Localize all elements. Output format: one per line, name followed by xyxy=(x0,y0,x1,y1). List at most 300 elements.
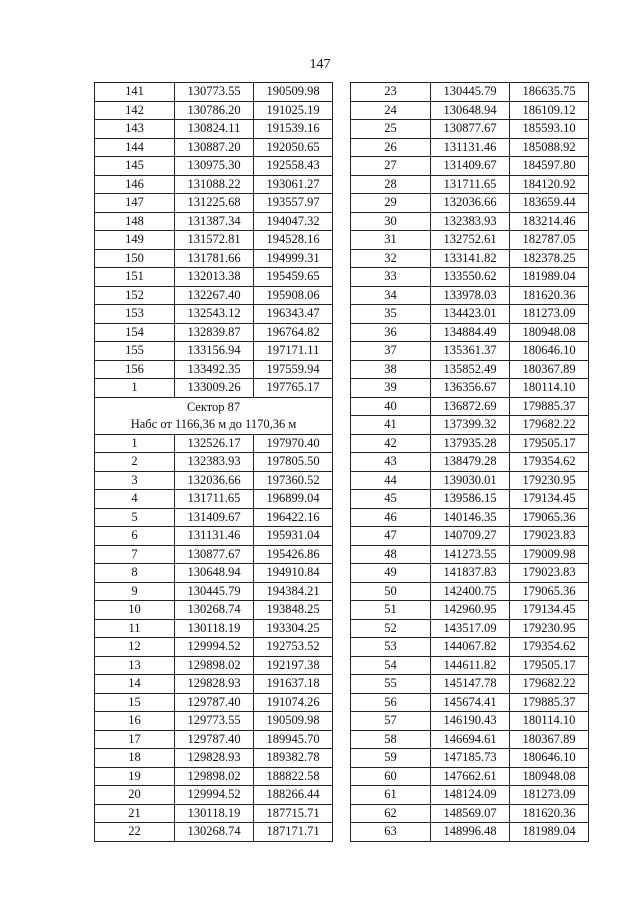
point-number-cell: 26 xyxy=(351,138,431,157)
table-row xyxy=(95,749,333,768)
table-row xyxy=(95,730,333,749)
table-row xyxy=(95,471,333,490)
y-coordinate-cell: 180114.10 xyxy=(510,712,589,731)
point-number-cell: 56 xyxy=(351,693,431,712)
point-number-cell: 17 xyxy=(95,730,175,749)
table-row xyxy=(351,545,589,564)
table-row xyxy=(351,305,589,324)
point-number-cell: 25 xyxy=(351,120,431,139)
table-row xyxy=(95,138,333,157)
x-coordinate-cell: 133156.94 xyxy=(175,342,254,361)
table-row xyxy=(351,619,589,638)
x-coordinate-cell: 130773.55 xyxy=(175,83,254,102)
y-coordinate-cell: 179354.62 xyxy=(510,453,589,472)
y-coordinate-cell: 181273.09 xyxy=(510,786,589,805)
point-number-cell: 152 xyxy=(95,286,175,305)
x-coordinate-cell: 130975.30 xyxy=(175,157,254,176)
x-coordinate-cell: 133550.62 xyxy=(431,268,510,287)
x-coordinate-cell: 131225.68 xyxy=(175,194,254,213)
point-number-cell: 42 xyxy=(351,434,431,453)
point-number-cell: 45 xyxy=(351,490,431,509)
point-number-cell: 142 xyxy=(95,101,175,120)
point-number-cell: 144 xyxy=(95,138,175,157)
y-coordinate-cell: 180948.08 xyxy=(510,323,589,342)
y-coordinate-cell: 187171.71 xyxy=(254,823,333,842)
y-coordinate-cell: 181620.36 xyxy=(510,804,589,823)
point-number-cell: 12 xyxy=(95,638,175,657)
y-coordinate-cell: 195931.04 xyxy=(254,527,333,546)
table-row xyxy=(95,564,333,583)
x-coordinate-cell: 147185.73 xyxy=(431,749,510,768)
point-number-cell: 13 xyxy=(95,656,175,675)
x-coordinate-cell: 131409.67 xyxy=(431,157,510,176)
table-row xyxy=(351,453,589,472)
x-coordinate-cell: 132267.40 xyxy=(175,286,254,305)
table-row xyxy=(95,120,333,139)
x-coordinate-cell: 134884.49 xyxy=(431,323,510,342)
table-row xyxy=(351,342,589,361)
table-row xyxy=(95,157,333,176)
table-row xyxy=(95,786,333,805)
table-row xyxy=(351,83,589,102)
x-coordinate-cell: 130877.67 xyxy=(175,545,254,564)
x-coordinate-cell: 131387.34 xyxy=(175,212,254,231)
table-row xyxy=(95,656,333,675)
point-number-cell: 27 xyxy=(351,157,431,176)
point-number-cell: 8 xyxy=(95,564,175,583)
y-coordinate-cell: 192753.52 xyxy=(254,638,333,657)
table-row xyxy=(95,545,333,564)
table-row xyxy=(351,416,589,435)
x-coordinate-cell: 144067.82 xyxy=(431,638,510,657)
x-coordinate-cell: 130118.19 xyxy=(175,619,254,638)
y-coordinate-cell: 179134.45 xyxy=(510,490,589,509)
y-coordinate-cell: 179230.95 xyxy=(510,471,589,490)
y-coordinate-cell: 194999.31 xyxy=(254,249,333,268)
table-row xyxy=(351,527,589,546)
y-coordinate-cell: 197805.50 xyxy=(254,453,333,472)
y-coordinate-cell: 183659.44 xyxy=(510,194,589,213)
x-coordinate-cell: 132526.17 xyxy=(175,434,254,453)
y-coordinate-cell: 184120.92 xyxy=(510,175,589,194)
y-coordinate-cell: 182787.05 xyxy=(510,231,589,250)
table-row xyxy=(95,527,333,546)
table-row xyxy=(95,767,333,786)
x-coordinate-cell: 129773.55 xyxy=(175,712,254,731)
point-number-cell: 23 xyxy=(351,83,431,102)
point-number-cell: 9 xyxy=(95,582,175,601)
x-coordinate-cell: 131781.66 xyxy=(175,249,254,268)
table-row xyxy=(95,379,333,398)
x-coordinate-cell: 145147.78 xyxy=(431,675,510,694)
x-coordinate-cell: 130648.94 xyxy=(175,564,254,583)
y-coordinate-cell: 179230.95 xyxy=(510,619,589,638)
table-row xyxy=(95,83,333,102)
point-number-cell: 39 xyxy=(351,379,431,398)
point-number-cell: 141 xyxy=(95,83,175,102)
table-row xyxy=(95,601,333,620)
point-number-cell: 37 xyxy=(351,342,431,361)
x-coordinate-cell: 129828.93 xyxy=(175,749,254,768)
table-row xyxy=(95,804,333,823)
x-coordinate-cell: 133492.35 xyxy=(175,360,254,379)
point-number-cell: 1 xyxy=(95,434,175,453)
point-number-cell: 43 xyxy=(351,453,431,472)
point-number-cell: 47 xyxy=(351,527,431,546)
y-coordinate-cell: 196899.04 xyxy=(254,490,333,509)
table-row xyxy=(351,804,589,823)
point-number-cell: 19 xyxy=(95,767,175,786)
table-row xyxy=(351,693,589,712)
point-number-cell: 148 xyxy=(95,212,175,231)
x-coordinate-cell: 132543.12 xyxy=(175,305,254,324)
point-number-cell: 156 xyxy=(95,360,175,379)
table-row xyxy=(95,638,333,657)
y-coordinate-cell: 179885.37 xyxy=(510,693,589,712)
x-coordinate-cell: 144611.82 xyxy=(431,656,510,675)
point-number-cell: 48 xyxy=(351,545,431,564)
table-row xyxy=(351,138,589,157)
table-row xyxy=(95,619,333,638)
y-coordinate-cell: 181989.04 xyxy=(510,268,589,287)
point-number-cell: 49 xyxy=(351,564,431,583)
table-row xyxy=(351,638,589,657)
point-number-cell: 55 xyxy=(351,675,431,694)
y-coordinate-cell: 188266.44 xyxy=(254,786,333,805)
point-number-cell: 36 xyxy=(351,323,431,342)
x-coordinate-cell: 132383.93 xyxy=(175,453,254,472)
x-coordinate-cell: 129898.02 xyxy=(175,656,254,675)
y-coordinate-cell: 179505.17 xyxy=(510,434,589,453)
x-coordinate-cell: 131409.67 xyxy=(175,508,254,527)
point-number-cell: 63 xyxy=(351,823,431,842)
y-coordinate-cell: 197360.52 xyxy=(254,471,333,490)
point-number-cell: 32 xyxy=(351,249,431,268)
table-row xyxy=(351,194,589,213)
x-coordinate-cell: 138479.28 xyxy=(431,453,510,472)
table-row xyxy=(351,471,589,490)
x-coordinate-cell: 143517.09 xyxy=(431,619,510,638)
x-coordinate-cell: 131088.22 xyxy=(175,175,254,194)
x-coordinate-cell: 129787.40 xyxy=(175,730,254,749)
point-number-cell: 44 xyxy=(351,471,431,490)
y-coordinate-cell: 194910.84 xyxy=(254,564,333,583)
point-number-cell: 143 xyxy=(95,120,175,139)
y-coordinate-cell: 197970.40 xyxy=(254,434,333,453)
x-coordinate-cell: 141837.83 xyxy=(431,564,510,583)
y-coordinate-cell: 192558.43 xyxy=(254,157,333,176)
y-coordinate-cell: 182378.25 xyxy=(510,249,589,268)
y-coordinate-cell: 194528.16 xyxy=(254,231,333,250)
x-coordinate-cell: 148996.48 xyxy=(431,823,510,842)
table-row xyxy=(351,823,589,842)
x-coordinate-cell: 132013.38 xyxy=(175,268,254,287)
table-row xyxy=(95,508,333,527)
y-coordinate-cell: 187715.71 xyxy=(254,804,333,823)
table-row xyxy=(351,268,589,287)
x-coordinate-cell: 147662.61 xyxy=(431,767,510,786)
point-number-cell: 155 xyxy=(95,342,175,361)
y-coordinate-cell: 179682.22 xyxy=(510,675,589,694)
y-coordinate-cell: 195459.65 xyxy=(254,268,333,287)
x-coordinate-cell: 131131.46 xyxy=(431,138,510,157)
coordinates-table-right xyxy=(350,82,589,842)
y-coordinate-cell: 197559.94 xyxy=(254,360,333,379)
x-coordinate-cell: 130268.74 xyxy=(175,823,254,842)
table-row xyxy=(351,712,589,731)
table-row xyxy=(95,101,333,120)
table-row xyxy=(95,212,333,231)
coordinates-table-left xyxy=(94,82,333,842)
x-coordinate-cell: 139030.01 xyxy=(431,471,510,490)
y-coordinate-cell: 179354.62 xyxy=(510,638,589,657)
point-number-cell: 151 xyxy=(95,268,175,287)
y-coordinate-cell: 180367.89 xyxy=(510,360,589,379)
table-row xyxy=(351,120,589,139)
y-coordinate-cell: 179885.37 xyxy=(510,397,589,416)
y-coordinate-cell: 180948.08 xyxy=(510,767,589,786)
table-row xyxy=(95,268,333,287)
x-coordinate-cell: 129994.52 xyxy=(175,786,254,805)
y-coordinate-cell: 194384.21 xyxy=(254,582,333,601)
y-coordinate-cell: 180646.10 xyxy=(510,342,589,361)
y-coordinate-cell: 180646.10 xyxy=(510,749,589,768)
point-number-cell: 20 xyxy=(95,786,175,805)
y-coordinate-cell: 189945.70 xyxy=(254,730,333,749)
y-coordinate-cell: 181273.09 xyxy=(510,305,589,324)
table-row xyxy=(351,175,589,194)
x-coordinate-cell: 136356.67 xyxy=(431,379,510,398)
point-number-cell: 5 xyxy=(95,508,175,527)
y-coordinate-cell: 180367.89 xyxy=(510,730,589,749)
y-coordinate-cell: 179134.45 xyxy=(510,601,589,620)
y-coordinate-cell: 183214.46 xyxy=(510,212,589,231)
point-number-cell: 7 xyxy=(95,545,175,564)
table-row xyxy=(351,564,589,583)
y-coordinate-cell: 181620.36 xyxy=(510,286,589,305)
table-row xyxy=(95,582,333,601)
point-number-cell: 40 xyxy=(351,397,431,416)
x-coordinate-cell: 133009.26 xyxy=(175,379,254,398)
point-number-cell: 33 xyxy=(351,268,431,287)
table-row xyxy=(95,693,333,712)
x-coordinate-cell: 130445.79 xyxy=(175,582,254,601)
x-coordinate-cell: 130877.67 xyxy=(431,120,510,139)
point-number-cell: 62 xyxy=(351,804,431,823)
x-coordinate-cell: 133141.82 xyxy=(431,249,510,268)
table-row xyxy=(351,767,589,786)
y-coordinate-cell: 195426.86 xyxy=(254,545,333,564)
table-row xyxy=(95,305,333,324)
y-coordinate-cell: 196422.16 xyxy=(254,508,333,527)
table-row xyxy=(351,675,589,694)
x-coordinate-cell: 132036.66 xyxy=(175,471,254,490)
point-number-cell: 18 xyxy=(95,749,175,768)
y-coordinate-cell: 191025.19 xyxy=(254,101,333,120)
y-coordinate-cell: 197765.17 xyxy=(254,379,333,398)
x-coordinate-cell: 130887.20 xyxy=(175,138,254,157)
x-coordinate-cell: 130445.79 xyxy=(431,83,510,102)
point-number-cell: 29 xyxy=(351,194,431,213)
y-coordinate-cell: 193304.25 xyxy=(254,619,333,638)
table-row xyxy=(351,360,589,379)
point-number-cell: 58 xyxy=(351,730,431,749)
x-coordinate-cell: 129787.40 xyxy=(175,693,254,712)
point-number-cell: 57 xyxy=(351,712,431,731)
point-number-cell: 21 xyxy=(95,804,175,823)
x-coordinate-cell: 136872.69 xyxy=(431,397,510,416)
y-coordinate-cell: 193061.27 xyxy=(254,175,333,194)
point-number-cell: 46 xyxy=(351,508,431,527)
table-row xyxy=(351,101,589,120)
point-number-cell: 52 xyxy=(351,619,431,638)
x-coordinate-cell: 133978.03 xyxy=(431,286,510,305)
y-coordinate-cell: 186635.75 xyxy=(510,83,589,102)
point-number-cell: 150 xyxy=(95,249,175,268)
x-coordinate-cell: 132036.66 xyxy=(431,194,510,213)
x-coordinate-cell: 132383.93 xyxy=(431,212,510,231)
y-coordinate-cell: 185593.10 xyxy=(510,120,589,139)
table-row xyxy=(351,582,589,601)
y-coordinate-cell: 179065.36 xyxy=(510,582,589,601)
y-coordinate-cell: 184597.80 xyxy=(510,157,589,176)
y-coordinate-cell: 190509.98 xyxy=(254,712,333,731)
y-coordinate-cell: 180114.10 xyxy=(510,379,589,398)
y-coordinate-cell: 192050.65 xyxy=(254,138,333,157)
point-number-cell: 6 xyxy=(95,527,175,546)
y-coordinate-cell: 194047.32 xyxy=(254,212,333,231)
table-row xyxy=(351,601,589,620)
table-row xyxy=(95,453,333,472)
point-number-cell: 154 xyxy=(95,323,175,342)
point-number-cell: 147 xyxy=(95,194,175,213)
point-number-cell: 153 xyxy=(95,305,175,324)
y-coordinate-cell: 189382.78 xyxy=(254,749,333,768)
table-row xyxy=(351,749,589,768)
y-coordinate-cell: 191637.18 xyxy=(254,675,333,694)
y-coordinate-cell: 179682.22 xyxy=(510,416,589,435)
point-number-cell: 22 xyxy=(95,823,175,842)
x-coordinate-cell: 130786.20 xyxy=(175,101,254,120)
x-coordinate-cell: 130118.19 xyxy=(175,804,254,823)
point-number-cell: 34 xyxy=(351,286,431,305)
x-coordinate-cell: 140709.27 xyxy=(431,527,510,546)
point-number-cell: 54 xyxy=(351,656,431,675)
point-number-cell: 61 xyxy=(351,786,431,805)
table-row xyxy=(351,286,589,305)
x-coordinate-cell: 142400.75 xyxy=(431,582,510,601)
table-row xyxy=(95,194,333,213)
y-coordinate-cell: 179505.17 xyxy=(510,656,589,675)
x-coordinate-cell: 130648.94 xyxy=(431,101,510,120)
y-coordinate-cell: 179065.36 xyxy=(510,508,589,527)
point-number-cell: 14 xyxy=(95,675,175,694)
x-coordinate-cell: 130824.11 xyxy=(175,120,254,139)
x-coordinate-cell: 137399.32 xyxy=(431,416,510,435)
point-number-cell: 38 xyxy=(351,360,431,379)
table-row xyxy=(351,656,589,675)
sector-header-row xyxy=(95,397,333,434)
point-number-cell: 3 xyxy=(95,471,175,490)
point-number-cell: 149 xyxy=(95,231,175,250)
x-coordinate-cell: 131711.65 xyxy=(431,175,510,194)
point-number-cell: 24 xyxy=(351,101,431,120)
table-row xyxy=(351,490,589,509)
x-coordinate-cell: 137935.28 xyxy=(431,434,510,453)
x-coordinate-cell: 146190.43 xyxy=(431,712,510,731)
table-row xyxy=(95,249,333,268)
table-row xyxy=(95,434,333,453)
table-row xyxy=(351,397,589,416)
x-coordinate-cell: 135852.49 xyxy=(431,360,510,379)
table-row xyxy=(95,342,333,361)
table-row xyxy=(95,175,333,194)
page-number: 147 xyxy=(309,57,331,72)
point-number-cell: 15 xyxy=(95,693,175,712)
y-coordinate-cell: 197171.11 xyxy=(254,342,333,361)
table-row xyxy=(351,730,589,749)
point-number-cell: 10 xyxy=(95,601,175,620)
point-number-cell: 28 xyxy=(351,175,431,194)
x-coordinate-cell: 134423.01 xyxy=(431,305,510,324)
table-row xyxy=(351,786,589,805)
table-row xyxy=(351,379,589,398)
table-row xyxy=(95,360,333,379)
x-coordinate-cell: 132839.87 xyxy=(175,323,254,342)
x-coordinate-cell: 146694.61 xyxy=(431,730,510,749)
sector-title: Сектор 87 xyxy=(186,399,241,414)
sector-header xyxy=(95,397,333,434)
x-coordinate-cell: 132752.61 xyxy=(431,231,510,250)
y-coordinate-cell: 196343.47 xyxy=(254,305,333,324)
y-coordinate-cell: 179023.83 xyxy=(510,564,589,583)
y-coordinate-cell: 179009.98 xyxy=(510,545,589,564)
y-coordinate-cell: 181989.04 xyxy=(510,823,589,842)
table-row xyxy=(351,249,589,268)
x-coordinate-cell: 131131.46 xyxy=(175,527,254,546)
table-row xyxy=(95,712,333,731)
y-coordinate-cell: 193848.25 xyxy=(254,601,333,620)
x-coordinate-cell: 131572.81 xyxy=(175,231,254,250)
x-coordinate-cell: 148124.09 xyxy=(431,786,510,805)
point-number-cell: 35 xyxy=(351,305,431,324)
y-coordinate-cell: 190509.98 xyxy=(254,83,333,102)
x-coordinate-cell: 139586.15 xyxy=(431,490,510,509)
table-row xyxy=(351,434,589,453)
point-number-cell: 146 xyxy=(95,175,175,194)
x-coordinate-cell: 135361.37 xyxy=(431,342,510,361)
point-number-cell: 145 xyxy=(95,157,175,176)
table-row xyxy=(351,508,589,527)
table-row xyxy=(95,490,333,509)
x-coordinate-cell: 129898.02 xyxy=(175,767,254,786)
point-number-cell: 60 xyxy=(351,767,431,786)
table-row xyxy=(95,823,333,842)
x-coordinate-cell: 148569.07 xyxy=(431,804,510,823)
point-number-cell: 53 xyxy=(351,638,431,657)
point-number-cell: 41 xyxy=(351,416,431,435)
point-number-cell: 1 xyxy=(95,379,175,398)
point-number-cell: 4 xyxy=(95,490,175,509)
table-row xyxy=(351,212,589,231)
point-number-cell: 2 xyxy=(95,453,175,472)
x-coordinate-cell: 129994.52 xyxy=(175,638,254,657)
y-coordinate-cell: 186109.12 xyxy=(510,101,589,120)
y-coordinate-cell: 185088.92 xyxy=(510,138,589,157)
table-row xyxy=(351,323,589,342)
y-coordinate-cell: 196764.82 xyxy=(254,323,333,342)
point-number-cell: 59 xyxy=(351,749,431,768)
